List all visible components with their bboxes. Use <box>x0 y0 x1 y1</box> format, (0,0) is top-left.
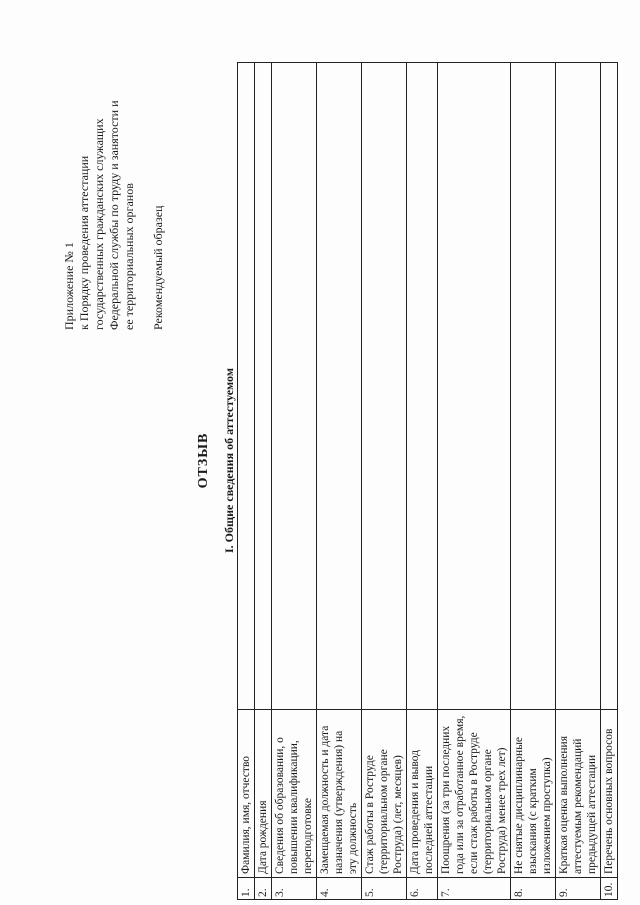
section-title-text: I. Общие сведения об аттестуемом <box>222 368 236 553</box>
row-label: Дата рождения <box>255 710 272 878</box>
table-row <box>511 63 556 900</box>
row-label: Поощрения (за три последних года или за отработанное время, если стаж работы в Роструде (территориальном органе Роструда) менее трех лет) <box>438 710 511 878</box>
appendix-header <box>62 0 166 330</box>
row-value[interactable] <box>317 63 362 710</box>
row-number: 1. <box>238 878 255 900</box>
sample-note: Рекомендуемый образец <box>151 205 165 330</box>
row-number: 4. <box>317 878 362 900</box>
table-row <box>238 63 255 900</box>
row-value[interactable] <box>272 63 317 710</box>
appendix-line: ее территориальных органов <box>122 183 136 330</box>
appendix-line: Федеральной службы по труду и занятости и <box>107 100 121 330</box>
table-row <box>362 63 407 900</box>
row-value[interactable] <box>362 63 407 710</box>
row-value[interactable] <box>601 63 618 710</box>
document-title-text: ОТЗЫВ <box>196 432 211 489</box>
table-row <box>601 63 618 900</box>
row-value[interactable] <box>238 63 255 710</box>
table-row <box>272 63 317 900</box>
row-label: Сведения об образовании, о повышении квалификации, переподготовке <box>272 710 317 878</box>
table-row <box>255 63 272 900</box>
row-value[interactable] <box>438 63 511 710</box>
appendix-line: государственных гражданских служащих <box>92 118 106 330</box>
row-label: Дата проведения и вывод последней аттестации <box>407 710 438 878</box>
table-row <box>317 63 362 900</box>
table-row <box>556 63 601 900</box>
row-value[interactable] <box>556 63 601 710</box>
row-label: Перечень основных вопросов <box>601 710 618 878</box>
table-row <box>407 63 438 900</box>
row-number: 8. <box>511 878 556 900</box>
row-label: Не снятые дисциплинарные взыскания (с кратким изложением проступка) <box>511 710 556 878</box>
row-number: 7. <box>438 878 511 900</box>
row-number: 10. <box>601 878 618 900</box>
row-value[interactable] <box>511 63 556 710</box>
row-label: Стаж работы в Роструде (территориальном органе Роструда) (лет, месяцев) <box>362 710 407 878</box>
row-number: 3. <box>272 878 317 900</box>
appendix-line: к Порядку проведения аттестации <box>77 155 91 330</box>
row-label: Замещаемая должность и дата назначения (утверждения) на эту должность <box>317 710 362 878</box>
row-number: 5. <box>362 878 407 900</box>
table-row <box>438 63 511 900</box>
row-label: Фамилия, имя, отчество <box>238 710 255 878</box>
row-value[interactable] <box>255 63 272 710</box>
row-value[interactable] <box>407 63 438 710</box>
row-number: 9. <box>556 878 601 900</box>
row-label: Краткая оценка выполнения аттестуемым рекомендаций предыдущей аттестации <box>556 710 601 878</box>
document-title <box>196 0 212 905</box>
appendix-line: Приложение № 1 <box>62 242 76 330</box>
row-number: 6. <box>407 878 438 900</box>
section-title <box>222 0 237 905</box>
row-number: 2. <box>255 878 272 900</box>
attestation-info-table <box>237 62 618 900</box>
